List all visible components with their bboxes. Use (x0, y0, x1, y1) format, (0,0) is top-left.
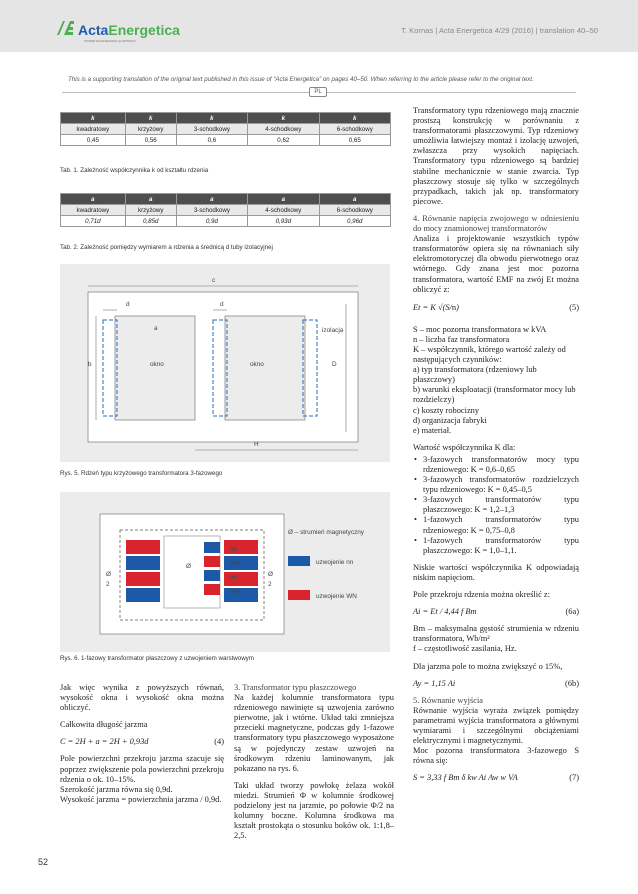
table-header-cell: a (248, 194, 319, 205)
list-item: • 3-fazowych transformatorów mocy typu rdzeniowego: K = 0,6–0,65 (413, 455, 579, 475)
acta-logo-icon (56, 20, 74, 36)
paragraph: Bm – maksymalna gęstość strumienia w rdzeniu transformatora, Wb/m² (413, 624, 579, 644)
paragraph: f – częstotliwość zasilania, Hz. (413, 644, 517, 654)
section-heading: 3. Transformator typu płaszczowego (234, 683, 357, 692)
table-cell: krzyżowy (125, 205, 176, 216)
list-item: • 3-fazowych transformatorów rozdzielczych typu rdzeniowego: K = 0,45–0,5 (413, 475, 579, 495)
figure-6 (60, 492, 390, 652)
language-badge: PL (309, 87, 327, 97)
equation-7 (413, 773, 579, 783)
label-wn: WN (230, 588, 241, 595)
table-row (61, 124, 391, 135)
table-1-caption: Tab. 1. Zależność współczynnika k od kształtu rdzenia (60, 167, 209, 174)
paragraph: Pole przekroju rdzenia można określić z: (413, 590, 550, 600)
table-cell: 0,71d (61, 216, 126, 227)
winding-nn (204, 542, 220, 553)
winding-nn (204, 570, 220, 581)
table-header-cell: k (176, 113, 247, 124)
list-item: • 1-fazowych transformatorów typu rdzeniowego: K = 0,75–0,8 (413, 515, 579, 535)
left-column (60, 683, 224, 812)
table-cell: krzyżowy (125, 124, 176, 135)
shell-transformer-diagram (60, 492, 390, 652)
label-a: a (154, 325, 158, 332)
list-item: • 3-fazowych transformatorów typu płaszczowego: K = 1,2–1,3 (413, 495, 579, 515)
figure-6-caption: Rys. 6. 1-fazowy transformator płaszczowy z uzwojeniem warstwowym (60, 655, 254, 662)
table-cell: 6-schodkowy (319, 205, 390, 216)
label-phi: Ø (186, 563, 191, 570)
label-nn: nn (230, 546, 238, 553)
paragraph: Dla jarzma pole to można zwiększyć o 15%, (413, 661, 563, 671)
brand-logo (78, 22, 180, 38)
equation-number: (5) (569, 302, 579, 312)
paragraph: Moc pozorna transformatora 3-fazowego S równa się: (413, 746, 579, 766)
legend-nn: uzwojenie nn (316, 559, 354, 566)
table-cell: 0,93d (248, 216, 319, 227)
paragraph: Na każdej kolumnie transformatora typu rdzeniowego nawinięte są uzwojenia zarówno pierwotne, jak i wtórne. Układ taki zmniejsza przecieki magnetyczne, podczas gdy 1-fazowe transformatory typu płaszczowego wyposażone są w pojedynczy zestaw uzwojeń na środkowym rdzeniu laminowanym, jak pokazano na rys. 6. (234, 693, 394, 773)
brand-subtitle: POWER ENGINEERING QUARTERLY (84, 39, 137, 43)
label-H: H (254, 441, 259, 448)
paragraph: Pole powierzchni przekroju jarzma szacuje się poprzez zwiększenie pola powierzchni przekroju rdzenia o ok. 10–15%. (60, 754, 224, 784)
window-right (225, 316, 305, 420)
label-d: d (220, 301, 224, 308)
citation: T. Kornas | Acta Energetica 4/29 (2016) | translation 40–50 (401, 26, 598, 35)
table-cell: 0,62 (248, 135, 319, 146)
equation-formula: Et = K (413, 302, 436, 312)
paragraph: Analiza i projektowanie wszystkich typów transformatorów opiera się na równaniach siły elektromotoryczej dla obwodu pierwotnego oraz wtórnego. Gdy znana jest moc pozorna transformatora, wartość EMF na zwój Et można obliczyć z: (413, 234, 579, 294)
table-header-cell: k (125, 113, 176, 124)
definition-list: S – moc pozorna transformatora w kVA n – liczba faz transformatora K – współczynnik, którego wartość zależy od następujących czynników: a) typ transformatora (rdzeniowy lub płaszczowy) b) warunki eksploatacji (transformator mocy lub rozdzielczy) c) koszty robocizny d) organizacja fabryki e) materiał. (413, 324, 576, 435)
winding-nn (126, 556, 160, 570)
core-diagram (60, 264, 390, 462)
winding-wn (126, 572, 160, 586)
table-cell: 3-schodkowy (176, 205, 247, 216)
k-values-list (413, 455, 579, 556)
table-header-cell: a (61, 194, 126, 205)
table-cell: 3-schodkowy (176, 124, 247, 135)
label-okno: okno (250, 361, 264, 368)
table-cell: kwadratowy (61, 124, 126, 135)
middle-column (234, 683, 394, 848)
right-column (413, 106, 579, 783)
table-cell: 0,85d (125, 216, 176, 227)
table-cell: 4-schodkowy (248, 124, 319, 135)
label-okno: okno (150, 361, 164, 368)
table-header-cell: k (248, 113, 319, 124)
label-two: 2 (106, 581, 110, 588)
translation-notice: This is a supporting translation of the original text published in this issue of “Acta Energetica” on pages 40–50. When referring to the article please refer to the original text. (68, 76, 534, 83)
table-1 (60, 112, 391, 146)
table-header-row (61, 113, 391, 124)
table-header-cell: k (61, 113, 126, 124)
equation-formula: Ai = Et / 4,44 f Bm (413, 607, 477, 617)
legend-wn-swatch (288, 590, 310, 600)
label-two: 2 (268, 581, 272, 588)
table-header-cell: a (319, 194, 390, 205)
figure-5 (60, 264, 390, 462)
label-izolacja: izolacja (322, 327, 344, 334)
paragraph: Szerokość jarzma równa się 0,9d. (60, 784, 173, 794)
legend-flux: Ø – strumień magnetyczny (288, 529, 365, 536)
equation-radicand: S (445, 302, 450, 312)
winding-wn (204, 556, 220, 567)
paragraph: Niskie wartości współczynnika K odpowiadają niskim napięciom. (413, 562, 579, 582)
table-header-cell: a (176, 194, 247, 205)
page-header (0, 0, 638, 52)
label-c: c (212, 277, 216, 284)
label-b: b (88, 361, 92, 368)
page-number: 52 (38, 857, 49, 867)
table-row (61, 205, 391, 216)
paragraph: Wartość współczynnika K dla: (413, 442, 516, 452)
equation-formula: Ay = 1,15 Ai (413, 678, 456, 688)
equation-denominator: n (451, 302, 457, 312)
legend-nn-swatch (288, 556, 310, 566)
equation-formula: S = 3,33 f Bm δ kw Ai Aw w VA (413, 773, 518, 783)
equation-4 (60, 737, 224, 747)
table-cell: 0,65 (319, 135, 390, 146)
label-wn: WN (230, 560, 241, 567)
brand-energetica: Energetica (108, 22, 180, 38)
table-cell: 0,56 (125, 135, 176, 146)
table-cell: kwadratowy (61, 205, 126, 216)
figure-5-caption: Rys. 5. Rdzeń typu krzyżowego transformatora 3-fazowego (60, 470, 223, 477)
table-cell: 4-schodkowy (248, 205, 319, 216)
table-row (61, 216, 391, 227)
paragraph: Równanie wyjścia wyraża związek pomiędzy parametrami wyjścia transformatora a głównymi wymiarami i szczególnymi obciążeniami elektrycznymi i magnetycznymi. (413, 705, 579, 746)
legend-wn: uzwojenie WN (316, 593, 357, 600)
equation-number: (7) (569, 773, 579, 783)
section-heading: 5. Równanie wyjścia (413, 695, 484, 705)
table-header-row (61, 194, 391, 205)
winding-wn (204, 584, 220, 595)
list-item: • 1-fazowych transformatorów typu płaszczowego: K = 1,0–1,1. (413, 536, 579, 556)
label-phi-half: Ø (268, 571, 273, 578)
equation-number: (6a) (565, 607, 579, 617)
winding-wn (126, 540, 160, 554)
brand-acta: Acta (78, 22, 109, 38)
table-cell: 0,6 (176, 135, 247, 146)
table-cell: 0,96d (319, 216, 390, 227)
table-2 (60, 193, 391, 227)
label-D: D (332, 361, 337, 368)
table-cell: 0,9d (176, 216, 247, 227)
table-header-cell: k (319, 113, 390, 124)
table-cell: 0,45 (61, 135, 126, 146)
paragraph: Jak więc wynika z powyższych równań, wysokość okna i wysokość okna można obliczyć. (60, 683, 224, 713)
table-cell: 6-schodkowy (319, 124, 390, 135)
paragraph: Taki układ tworzy powłokę żelaza wokół miedzi. Strumień Φ w kolumnie środkowej podzielony jest na jarzmie, po połowie Φ/2 na kolumny boczne. Kolumna środkowa ma kształt prostokąta o stosunku boków ok. 1:1,8–2,5. (234, 780, 394, 841)
equation-5: Et = K √(S/n) (5) (413, 302, 579, 312)
paragraph: Całkowita długość jarzma (60, 720, 148, 730)
equation-number: (6b) (565, 678, 579, 688)
label-nn: nn (230, 574, 238, 581)
table-header-cell: a (125, 194, 176, 205)
label-phi-half: Ø (106, 571, 111, 578)
paragraph: Transformatory typu rdzeniowego mają znacznie prostszą konstrukcję w porównaniu z transformatorami płaszczowymi. Typ rdzeniowy umożliwia łatwiejszy montaż i izolację uzwojeń, zwłaszcza przy wysokich napięciach. Transformatory typu rdzeniowego są bardziej stabilne mechanicznie w stanie zwarcia. Typ płaszczowy stosuje się tylko w szczególnych przypadkach, takich jak np. transformatory piecowe. (413, 106, 579, 206)
equation-number: (4) (214, 737, 224, 747)
label-d: d (126, 301, 130, 308)
table-2-caption: Tab. 2. Zależność pomiędzy wymiarem a rdzenia a średnicą d tuby izolacyjnej (60, 244, 273, 251)
paragraph: Wysokość jarzma = powierzchnia jarzma / 0,9d. (60, 794, 222, 804)
section-heading: 4. Równanie napięcia zwojowego w odniesieniu do mocy znamionowej transformatorów (413, 213, 579, 234)
winding-nn (126, 588, 160, 602)
table-row (61, 135, 391, 146)
equation-6a (413, 607, 579, 617)
equation-formula: C = 2H + a = 2H + 0,93d (60, 737, 149, 747)
equation-6b (413, 679, 579, 689)
